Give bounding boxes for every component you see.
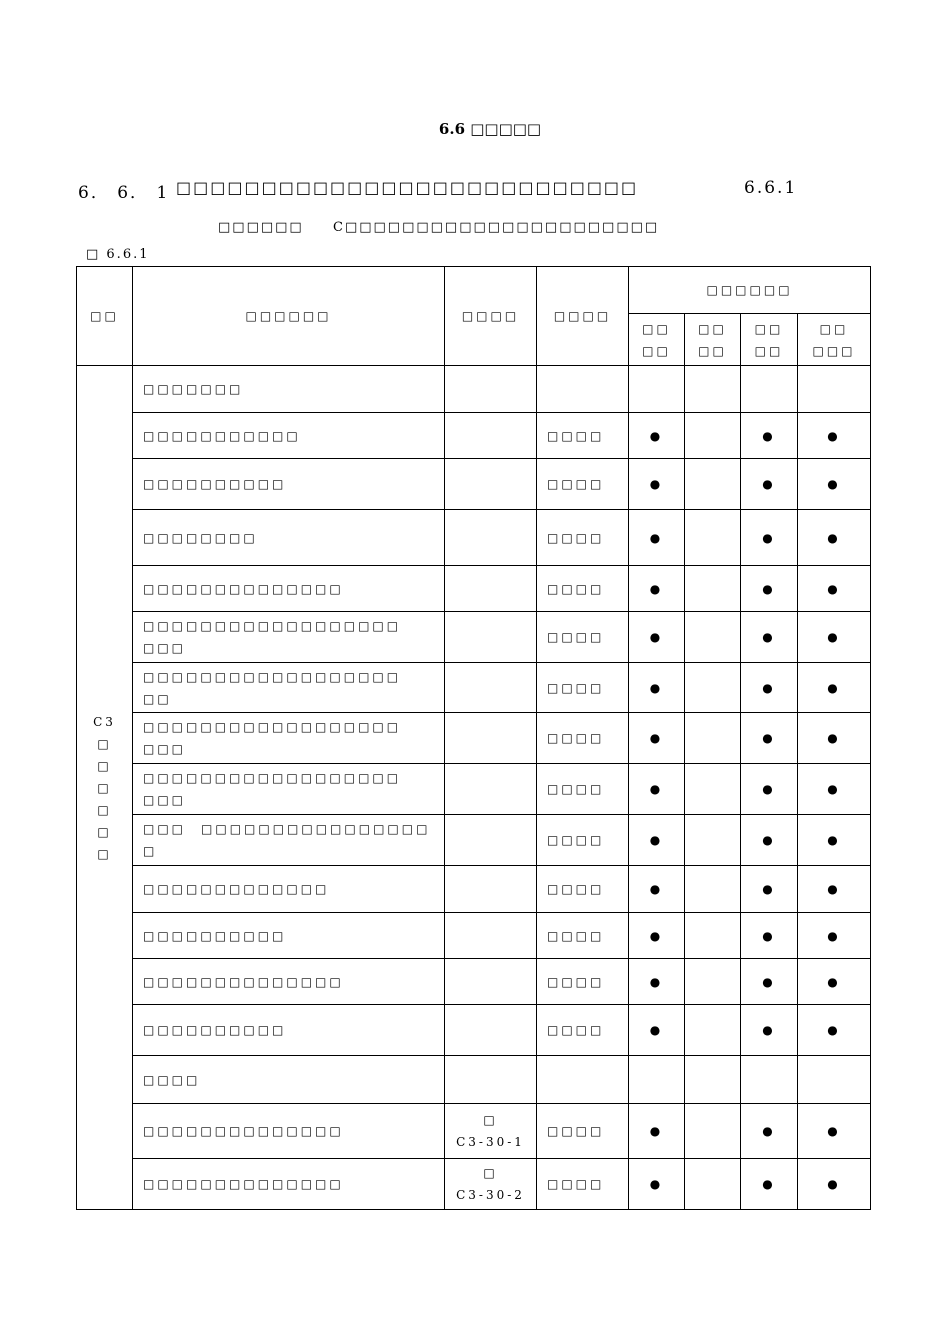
row-method: □□□□ <box>537 764 629 815</box>
row-mark-3: ● <box>741 1104 798 1159</box>
row-mark-1: ● <box>629 913 685 959</box>
row-method <box>537 366 629 413</box>
row-mark-1: ● <box>629 713 685 764</box>
row-mark-1: ● <box>629 510 685 566</box>
row-name-line: □□□□□□□□□□□□□□ <box>143 974 344 989</box>
row-mark-4: ● <box>798 913 871 959</box>
row-name <box>133 1056 445 1104</box>
category-char: □ <box>97 736 112 751</box>
header-sub-3-line1: □□ <box>754 321 784 336</box>
category-char: □ <box>97 780 112 795</box>
row-mark-1: ● <box>629 1104 685 1159</box>
table-row <box>77 866 871 913</box>
row-mark-1: ● <box>629 1159 685 1210</box>
table-row <box>77 815 871 866</box>
row-mark-2 <box>685 959 741 1005</box>
clause-reference: 6.6.1 <box>744 178 798 198</box>
row-name-line: □□□□□□□□□□ <box>143 477 287 491</box>
row-form-code-line: □ <box>483 1166 498 1180</box>
table-row <box>77 459 871 510</box>
row-form-code <box>445 566 537 612</box>
table-label: □ 6.6.1 <box>86 247 150 262</box>
row-method: □□□□ <box>537 959 629 1005</box>
row-mark-2 <box>685 1005 741 1056</box>
row-form-code <box>445 366 537 413</box>
table-row <box>77 566 871 612</box>
row-mark-2 <box>685 612 741 663</box>
row-mark-3: ● <box>741 566 798 612</box>
header-col-number: □□ <box>77 267 133 366</box>
row-mark-3: ● <box>741 1159 798 1210</box>
header-sub-3-line2: □□ <box>754 343 784 358</box>
row-name <box>133 866 445 913</box>
row-name-line: □□□□□□□□□□□□□□□□□□ <box>143 720 402 734</box>
row-mark-2 <box>685 713 741 764</box>
row-mark-4: ● <box>798 1159 871 1210</box>
row-name <box>133 1104 445 1159</box>
table-caption-part-b: C□□□□□□□□□□□□□□□□□□□□□□ <box>333 220 660 235</box>
row-form-code <box>445 713 537 764</box>
category-char: □ <box>97 758 112 773</box>
row-mark-1: ● <box>629 1005 685 1056</box>
document-table <box>76 266 871 1210</box>
table-row <box>77 713 871 764</box>
row-form-code <box>445 959 537 1005</box>
table-row <box>77 510 871 566</box>
row-mark-3: ● <box>741 764 798 815</box>
row-mark-1: ● <box>629 866 685 913</box>
row-mark-3: ● <box>741 510 798 566</box>
row-mark-4: ● <box>798 566 871 612</box>
row-name-line: □□□□□□□□□□□□□□ <box>143 1177 344 1191</box>
table-row <box>77 1159 871 1210</box>
row-mark-2 <box>685 1159 741 1210</box>
header-sub-2-line1: □□ <box>698 321 727 336</box>
row-name <box>133 815 445 866</box>
header-col-form: □□□□ <box>445 267 537 366</box>
row-name <box>133 510 445 566</box>
row-mark-1 <box>629 366 685 413</box>
row-name <box>133 713 445 764</box>
row-method: □□□□ <box>537 566 629 612</box>
row-name <box>133 459 445 510</box>
row-name <box>133 413 445 459</box>
row-name-line: □ <box>143 844 158 858</box>
row-mark-4: ● <box>798 866 871 913</box>
row-name-line: □□□ <box>143 742 187 756</box>
row-name-line: □□ <box>143 691 172 706</box>
header-sub-1-line1: □□ <box>642 321 671 336</box>
row-name-line: □□□□□□□□□□□□□ <box>143 882 330 896</box>
clause-number: 6． 6． 1 <box>78 183 170 203</box>
row-method: □□□□ <box>537 866 629 913</box>
row-name-line: □□□ <box>143 641 187 655</box>
row-name <box>133 959 445 1005</box>
row-name-line: □□□□□□□□□□□□□□□□□□ <box>143 619 402 633</box>
row-mark-4: ● <box>798 459 871 510</box>
row-method: □□□□ <box>537 510 629 566</box>
row-name-line: □□□□□□□□□□ <box>143 928 287 943</box>
row-mark-2 <box>685 366 741 413</box>
row-name <box>133 764 445 815</box>
category-char: □ <box>97 802 112 817</box>
row-mark-1: ● <box>629 764 685 815</box>
section-title: 6.6 □□□□□ <box>438 120 542 138</box>
table-row <box>77 913 871 959</box>
header-col-name: □□□□□□ <box>133 267 445 366</box>
row-name <box>133 566 445 612</box>
table-row <box>77 1104 871 1159</box>
row-form-code-line: C3-30-2 <box>456 1188 525 1202</box>
row-form-code <box>445 866 537 913</box>
table-row <box>77 1005 871 1056</box>
row-name-line: □□□□□□□□□□ <box>143 1023 287 1037</box>
row-form-code <box>445 1159 537 1210</box>
row-mark-2 <box>685 566 741 612</box>
row-mark-3: ● <box>741 815 798 866</box>
row-method: □□□□ <box>537 1005 629 1056</box>
row-mark-3: ● <box>741 1005 798 1056</box>
row-mark-4: ● <box>798 764 871 815</box>
row-name <box>133 663 445 713</box>
row-mark-3: ● <box>741 663 798 713</box>
row-method: □□□□ <box>537 459 629 510</box>
row-mark-1 <box>629 1056 685 1104</box>
row-name-line: □□□□□□□□□□□□□□ <box>143 1124 344 1138</box>
row-mark-1: ● <box>629 413 685 459</box>
row-mark-4: ● <box>798 612 871 663</box>
table-row <box>77 1056 871 1104</box>
row-name <box>133 913 445 959</box>
row-mark-3 <box>741 1056 798 1104</box>
row-mark-4: ● <box>798 1005 871 1056</box>
row-mark-3: ● <box>741 713 798 764</box>
row-mark-2 <box>685 913 741 959</box>
row-name-line: □□□□□□□□□□□□□□ <box>143 581 344 596</box>
clause-text: □□□□□□□□□□□□□□□□□□□□□□□□□□□ <box>176 178 639 197</box>
category-char: □ <box>97 846 112 861</box>
table-caption-part-a: □□□□□□ <box>218 220 304 235</box>
row-form-code <box>445 764 537 815</box>
row-name-line: □□□□□□□□ <box>143 530 258 545</box>
row-method: □□□□ <box>537 1104 629 1159</box>
row-name-line: □□□□□□□ <box>143 382 244 396</box>
row-mark-1: ● <box>629 959 685 1005</box>
row-mark-4: ● <box>798 713 871 764</box>
row-name <box>133 612 445 663</box>
row-mark-1: ● <box>629 459 685 510</box>
row-mark-4: ● <box>798 959 871 1005</box>
row-mark-4 <box>798 1056 871 1104</box>
row-mark-1: ● <box>629 815 685 866</box>
row-mark-3: ● <box>741 459 798 510</box>
row-mark-3 <box>741 366 798 413</box>
header-sub-2-line2: □□ <box>698 343 727 358</box>
row-form-code <box>445 510 537 566</box>
row-mark-2 <box>685 764 741 815</box>
row-mark-1: ● <box>629 612 685 663</box>
row-mark-4 <box>798 366 871 413</box>
table-row <box>77 663 871 713</box>
row-mark-3: ● <box>741 866 798 913</box>
row-name-line: □□□□□□□□□□□ <box>143 428 301 443</box>
row-form-code-line: C3-30-1 <box>456 1135 525 1149</box>
row-name-line: □□□□□□□□□□□□□□□□□□ <box>143 771 402 785</box>
row-mark-3: ● <box>741 959 798 1005</box>
row-method: □□□□ <box>537 713 629 764</box>
row-name-line: □□□□ <box>143 1072 201 1087</box>
row-mark-1: ● <box>629 663 685 713</box>
row-form-code <box>445 1104 537 1159</box>
row-name <box>133 366 445 413</box>
row-form-code-line: □ <box>483 1113 498 1127</box>
header-sub-1 <box>629 314 685 366</box>
row-mark-4: ● <box>798 413 871 459</box>
row-method: □□□□ <box>537 413 629 459</box>
row-mark-2 <box>685 866 741 913</box>
row-method: □□□□ <box>537 913 629 959</box>
table-row <box>77 764 871 815</box>
row-mark-2 <box>685 459 741 510</box>
row-mark-2 <box>685 1056 741 1104</box>
row-name-line: □□□□□□□□□□□□□□□□□□ <box>143 669 402 684</box>
table-row <box>77 366 871 413</box>
header-group-retention: □□□□□□ <box>629 267 871 314</box>
row-method: □□□□ <box>537 612 629 663</box>
row-method: □□□□ <box>537 1159 629 1210</box>
header-sub-4-line1: □□ <box>819 321 849 336</box>
category-char: □ <box>97 824 112 839</box>
header-sub-4 <box>798 314 871 366</box>
row-mark-2 <box>685 1104 741 1159</box>
row-method: □□□□ <box>537 815 629 866</box>
category-char: C3 <box>93 714 116 729</box>
table-row <box>77 413 871 459</box>
row-name <box>133 1005 445 1056</box>
header-col-method: □□□□ <box>537 267 629 366</box>
table-row <box>77 612 871 663</box>
row-method: □□□□ <box>537 663 629 713</box>
row-mark-3: ● <box>741 413 798 459</box>
row-mark-4: ● <box>798 815 871 866</box>
row-form-code <box>445 1056 537 1104</box>
row-form-code <box>445 413 537 459</box>
row-mark-3: ● <box>741 612 798 663</box>
row-method <box>537 1056 629 1104</box>
row-mark-4: ● <box>798 1104 871 1159</box>
row-mark-3: ● <box>741 913 798 959</box>
row-name-line: □□□ □□□□□□□□□□□□□□□□ <box>143 822 431 836</box>
row-form-code <box>445 663 537 713</box>
row-form-code <box>445 913 537 959</box>
header-sub-1-line2: □□ <box>642 343 671 358</box>
row-mark-2 <box>685 510 741 566</box>
row-mark-2 <box>685 815 741 866</box>
row-mark-4: ● <box>798 510 871 566</box>
row-form-code <box>445 815 537 866</box>
category-cell <box>77 366 133 1210</box>
row-form-code <box>445 612 537 663</box>
row-name <box>133 1159 445 1210</box>
header-sub-3 <box>741 314 798 366</box>
row-mark-1: ● <box>629 566 685 612</box>
row-mark-4: ● <box>798 663 871 713</box>
row-form-code <box>445 1005 537 1056</box>
row-name-line: □□□ <box>143 793 187 807</box>
table-row <box>77 959 871 1005</box>
row-mark-2 <box>685 663 741 713</box>
header-sub-4-line2: □□□ <box>812 343 856 358</box>
header-row-top <box>77 267 871 314</box>
row-mark-2 <box>685 413 741 459</box>
header-sub-2 <box>685 314 741 366</box>
row-form-code <box>445 459 537 510</box>
